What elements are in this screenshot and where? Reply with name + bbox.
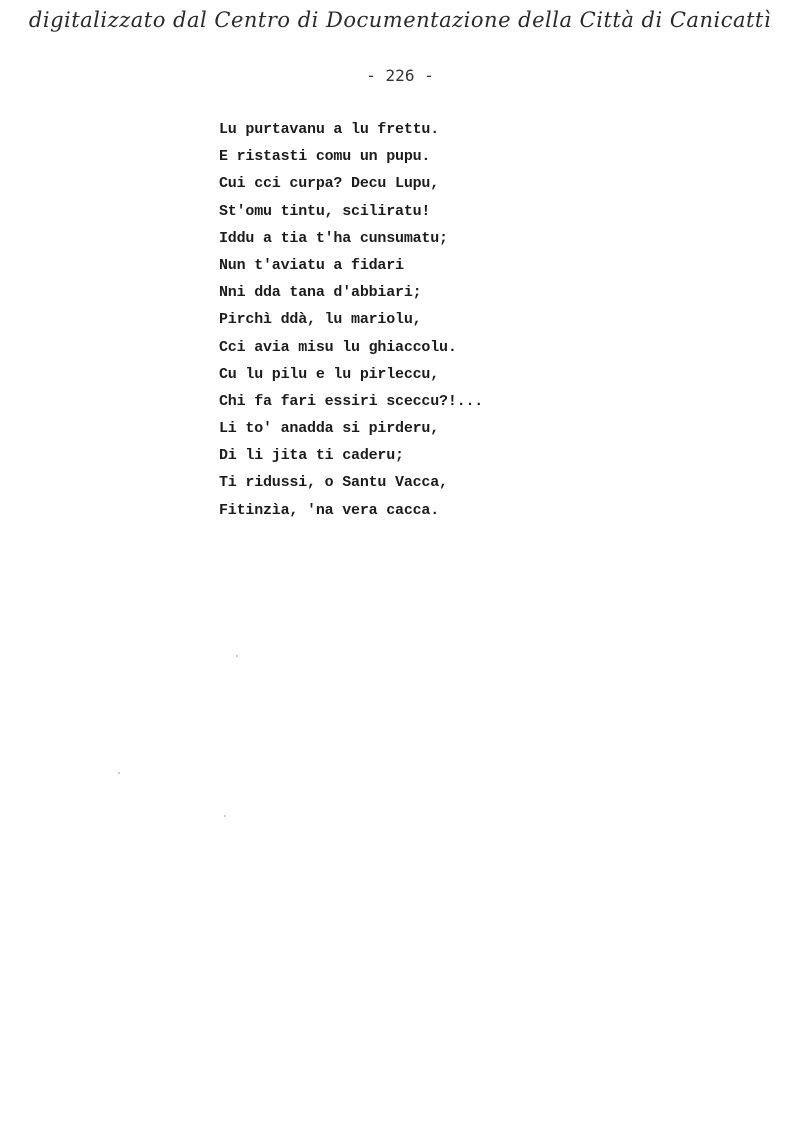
scan-speck bbox=[236, 655, 238, 657]
poem-line: Li to' anadda si pirderu, bbox=[219, 420, 440, 438]
page-number: - 226 - bbox=[366, 66, 434, 85]
poem-line: Cu lu pilu e lu pirleccu, bbox=[219, 365, 440, 383]
poem-line: Iddu a tia t'ha cunsumatu; bbox=[219, 229, 448, 247]
poem-line: Pirchì ddà, lu mariolu, bbox=[219, 311, 422, 329]
poem-line: Lu purtavanu a lu frettu. bbox=[219, 121, 440, 138]
poem-line: Nni dda tana d'abbiari; bbox=[219, 284, 422, 302]
poem-line: Chi fa fari essiri sceccu?!... bbox=[219, 392, 484, 410]
poem-line: Fitinzìa, 'na vera cacca. bbox=[219, 501, 440, 519]
scan-speck bbox=[224, 815, 226, 817]
poem-line: Ti ridussi, o Santu Vacca, bbox=[219, 474, 448, 492]
scan-speck bbox=[118, 772, 120, 774]
poem-stanza bbox=[219, 116, 483, 524]
digitization-watermark: digitalizzato dal Centro di Documentazione della Città di Canicattì bbox=[28, 8, 772, 32]
poem-line: St'omu tintu, sciliratu! bbox=[219, 202, 431, 220]
poem-line: Di li jita ti caderu; bbox=[219, 447, 404, 465]
poem-line: E ristasti comu un pupu. bbox=[219, 148, 431, 166]
poem-line: Nun t'aviatu a fidari bbox=[219, 256, 404, 274]
poem-line: Cci avia misu lu ghiaccolu. bbox=[219, 338, 457, 356]
poem-line: Cui cci curpa? Decu Lupu, bbox=[219, 175, 440, 193]
